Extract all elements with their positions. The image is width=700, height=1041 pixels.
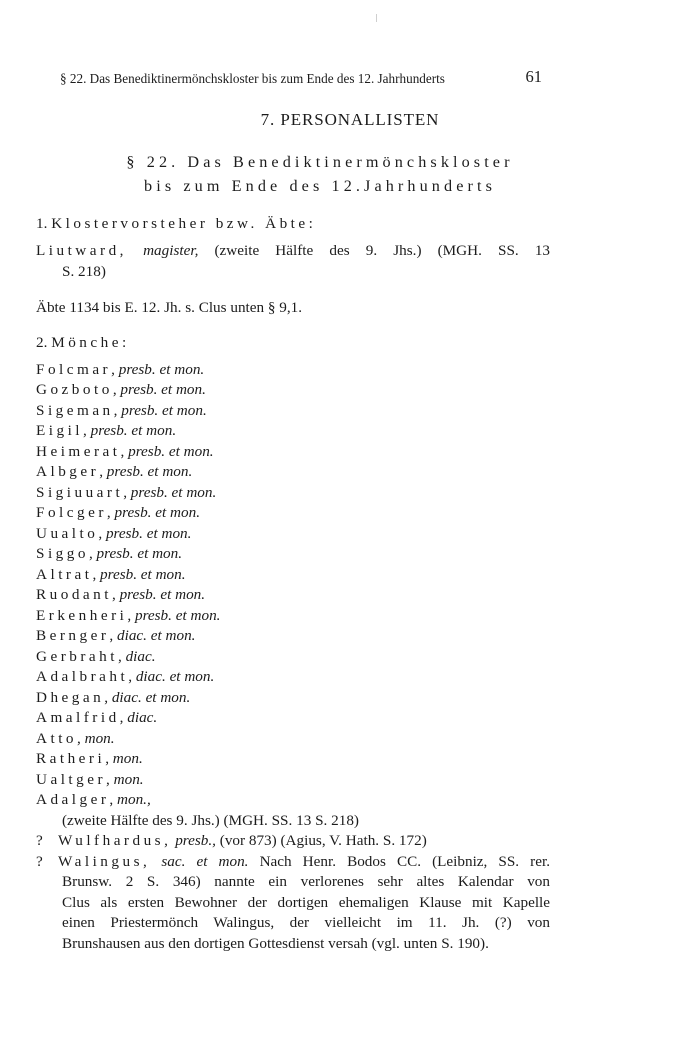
abbots-heading: 1. Klostervorsteher bzw. Äbte:	[36, 215, 317, 232]
monk-entry: Gozboto, presb. et mon.	[36, 381, 206, 398]
monk-entry: Heimerat, presb. et mon.	[36, 443, 214, 460]
running-title: § 22. Das Benediktinermönchskloster bis zum Ende des 12. Jahrhunderts	[60, 71, 445, 86]
monk-entry: Erkenheri, presb. et mon.	[36, 607, 221, 624]
monk-entry: Sigiuuart, presb. et mon.	[36, 484, 217, 501]
monk-entry: Eigil, presb. et mon.	[36, 422, 177, 439]
monk-entry: Gerbraht, diac.	[36, 648, 156, 665]
abbots-note: Äbte 1134 bis E. 12. Jh. s. Clus unten § 9,1.	[36, 299, 303, 316]
monk-entry: Siggo, presb. et mon.	[36, 545, 183, 562]
walingus-text-line: Brunshausen aus den dortigen Gottesdienst versah (vgl. unten S. 190).	[62, 935, 489, 952]
abbot-entry-liutward: Liutward, magister, (zweite Hälfte des 9. Jhs.) (MGH. SS. 13	[36, 242, 551, 259]
scan-mark	[376, 14, 377, 22]
monk-entry: Folcmar, presb. et mon.	[36, 361, 205, 378]
monk-entry: Bernger, diac. et mon.	[36, 627, 196, 644]
monk-entry: Dhegan, diac. et mon.	[36, 689, 191, 706]
monk-entry: Albger, presb. et mon.	[36, 463, 193, 480]
monk-entry-walingus: ? Walingus, sac. et mon. Nach Henr. Bodos CC. (Leibniz, SS. rer.	[36, 853, 550, 870]
running-header	[60, 67, 542, 87]
monk-entry: Atto, mon.	[36, 730, 115, 747]
page-number: 61	[525, 67, 542, 86]
monk-entry: Adalbraht, diac. et mon.	[36, 668, 215, 685]
monks-date-note: (zweite Hälfte des 9. Jhs.) (MGH. SS. 13 S. 218)	[62, 812, 359, 829]
monk-entry: Uualto, presb. et mon.	[36, 525, 192, 542]
chapter-heading-line-2: bis zum Ende des 12.Jahrhunderts	[144, 177, 496, 195]
monks-heading: 2. Mönche:	[36, 334, 130, 351]
section-title: 7. PERSONALLISTEN	[260, 110, 440, 129]
monk-entry: Ualtger, mon.	[36, 771, 144, 788]
monk-entry: Folcger, presb. et mon.	[36, 504, 200, 521]
monk-entry: Altrat, presb. et mon.	[36, 566, 186, 583]
walingus-text-line: Clus als ersten Bewohner der dortigen ehemaligen Klause mit Kapelle	[62, 894, 550, 911]
monk-entry: Sigeman, presb. et mon.	[36, 402, 207, 419]
abbot-entry-continuation: S. 218)	[62, 263, 106, 280]
monk-entry: Amalfrid, diac.	[36, 709, 158, 726]
monk-entry: Ruodant, presb. et mon.	[36, 586, 206, 603]
monk-entry-wulfhardus: ? Wulfhardus, presb., (vor 873) (Agius, V. Hath. S. 172)	[36, 832, 427, 849]
walingus-text-line: einen Priestermönch Walingus, der vielleicht im 11. Jh. (?) von	[62, 914, 550, 931]
chapter-heading-line-1: § 22. Das Benediktinermönchskloster	[126, 153, 514, 171]
monk-entry: Adalger, mon.,	[36, 791, 151, 808]
walingus-text-line: Brunsw. 2 S. 346) nannte ein verlorenes sehr altes Kalendar von	[62, 873, 550, 890]
monk-entry: Ratheri, mon.	[36, 750, 143, 767]
